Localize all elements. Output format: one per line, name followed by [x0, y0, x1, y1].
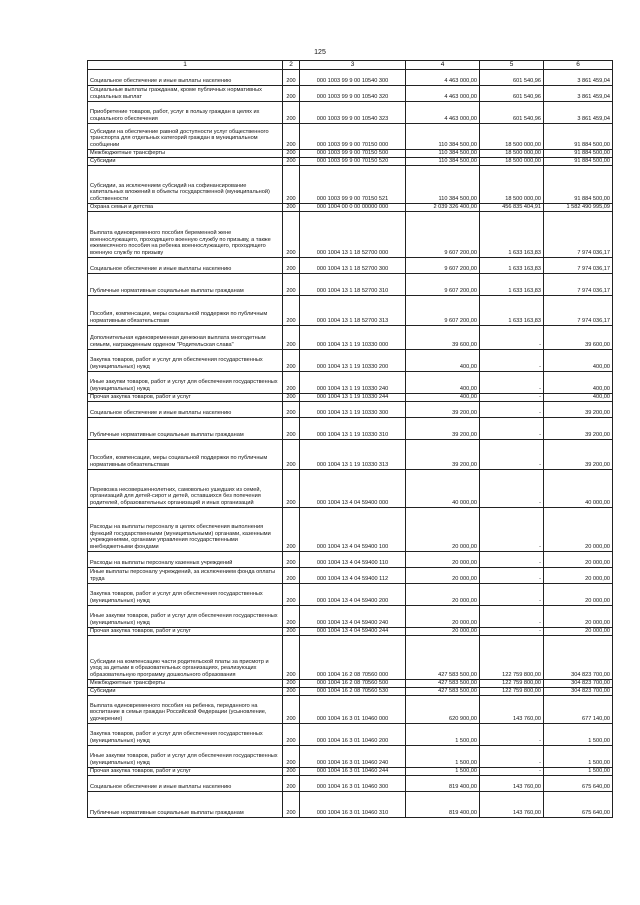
- row-unexecuted-cell: 1 500,00: [544, 724, 613, 746]
- row-executed-cell: -: [480, 470, 544, 508]
- row-budget-code-cell: 000 1004 16 3 01 10460 000: [300, 696, 406, 724]
- row-name-cell: Закупка товаров, работ и услуг для обеспечения государственных (муниципальных) нужд: [88, 350, 283, 372]
- table-row: [88, 150, 613, 158]
- row-unexecuted-cell: 1 500,00: [544, 746, 613, 768]
- row-name-cell: Социальное обеспечение и иные выплаты населению: [88, 776, 283, 792]
- row-executed-cell: 456 835 404,91: [480, 204, 544, 212]
- row-executed-cell: 143 760,00: [480, 776, 544, 792]
- row-unexecuted-cell: 675 640,00: [544, 792, 613, 818]
- row-approved-cell: 1 500,00: [406, 724, 480, 746]
- row-budget-code-cell: 000 1004 13 4 04 59400 110: [300, 552, 406, 568]
- table-row: [88, 124, 613, 150]
- row-name-cell: Пособия, компенсации, меры социальной поддержки по публичным нормативным обязательствам: [88, 440, 283, 470]
- row-line-code-cell: 200: [283, 688, 300, 696]
- table-row: [88, 394, 613, 402]
- row-budget-code-cell: 000 1003 99 9 00 10540 300: [300, 70, 406, 86]
- table-row: [88, 508, 613, 552]
- row-unexecuted-cell: 20 000,00: [544, 606, 613, 628]
- row-executed-cell: 601 540,96: [480, 86, 544, 102]
- row-approved-cell: 400,00: [406, 394, 480, 402]
- row-executed-cell: -: [480, 326, 544, 350]
- row-approved-cell: 110 384 500,00: [406, 166, 480, 204]
- row-budget-code-cell: 000 1004 13 1 18 52700 313: [300, 296, 406, 326]
- table-row: [88, 212, 613, 258]
- row-budget-code-cell: 000 1004 13 4 04 59400 244: [300, 628, 406, 636]
- row-executed-cell: -: [480, 440, 544, 470]
- row-line-code-cell: 200: [283, 402, 300, 418]
- row-unexecuted-cell: 400,00: [544, 350, 613, 372]
- row-budget-code-cell: 000 1004 13 1 18 52700 000: [300, 212, 406, 258]
- row-budget-code-cell: 000 1004 13 4 04 59400 000: [300, 470, 406, 508]
- row-unexecuted-cell: 677 140,00: [544, 696, 613, 724]
- row-executed-cell: 18 500 000,00: [480, 158, 544, 166]
- row-unexecuted-cell: 400,00: [544, 394, 613, 402]
- table-row: [88, 296, 613, 326]
- row-unexecuted-cell: 400,00: [544, 372, 613, 394]
- table-row: [88, 158, 613, 166]
- row-unexecuted-cell: 40 000,00: [544, 470, 613, 508]
- row-approved-cell: 1 500,00: [406, 768, 480, 776]
- row-name-cell: Субсидии, за исключением субсидий на софинансирование капитальных вложений в объекты государственной (муниципальной) собственности: [88, 166, 283, 204]
- row-executed-cell: 18 500 000,00: [480, 124, 544, 150]
- table-row: [88, 372, 613, 394]
- row-line-code-cell: 200: [283, 150, 300, 158]
- page-number: 125: [314, 49, 326, 56]
- row-budget-code-cell: 000 1004 00 0 00 00000 000: [300, 204, 406, 212]
- row-line-code-cell: 200: [283, 584, 300, 606]
- row-approved-cell: 39 200,00: [406, 402, 480, 418]
- row-approved-cell: 9 607 200,00: [406, 296, 480, 326]
- header-col-1: 1: [88, 61, 283, 70]
- row-approved-cell: 20 000,00: [406, 508, 480, 552]
- table-row: [88, 688, 613, 696]
- row-budget-code-cell: 000 1004 13 1 18 52700 300: [300, 258, 406, 274]
- row-executed-cell: -: [480, 350, 544, 372]
- row-budget-code-cell: 000 1004 13 4 04 59400 100: [300, 508, 406, 552]
- row-approved-cell: 110 384 500,00: [406, 150, 480, 158]
- table-body: [88, 70, 613, 818]
- row-unexecuted-cell: 91 884 500,00: [544, 166, 613, 204]
- row-approved-cell: 9 607 200,00: [406, 274, 480, 296]
- row-budget-code-cell: 000 1004 13 1 19 10330 200: [300, 350, 406, 372]
- table-row: [88, 102, 613, 124]
- row-budget-code-cell: 000 1004 13 1 19 10330 240: [300, 372, 406, 394]
- row-name-cell: Дополнительная единовременная денежная выплата многодетным семьям, награжденным орденом "Родительская слава": [88, 326, 283, 350]
- row-line-code-cell: 200: [283, 768, 300, 776]
- row-unexecuted-cell: 3 861 459,04: [544, 86, 613, 102]
- row-approved-cell: 620 900,00: [406, 696, 480, 724]
- row-approved-cell: 20 000,00: [406, 628, 480, 636]
- row-unexecuted-cell: 20 000,00: [544, 568, 613, 584]
- row-unexecuted-cell: 91 884 500,00: [544, 158, 613, 166]
- row-executed-cell: -: [480, 552, 544, 568]
- row-budget-code-cell: 000 1004 16 3 01 10460 310: [300, 792, 406, 818]
- row-budget-code-cell: 000 1004 16 3 01 10460 300: [300, 776, 406, 792]
- row-line-code-cell: 200: [283, 636, 300, 680]
- row-executed-cell: -: [480, 724, 544, 746]
- row-executed-cell: 1 633 163,83: [480, 258, 544, 274]
- row-line-code-cell: 200: [283, 418, 300, 440]
- row-line-code-cell: 200: [283, 350, 300, 372]
- row-approved-cell: 39 200,00: [406, 418, 480, 440]
- row-name-cell: Выплата единовременного пособия на ребенка, переданного на воспитание в семьи граждан Российской Федерации (усыновление, удочерение): [88, 696, 283, 724]
- table-row: [88, 552, 613, 568]
- row-approved-cell: 20 000,00: [406, 606, 480, 628]
- row-name-cell: Социальные выплаты гражданам, кроме публичных нормативных социальных выплат: [88, 86, 283, 102]
- row-unexecuted-cell: 304 823 700,00: [544, 688, 613, 696]
- row-executed-cell: 601 540,96: [480, 70, 544, 86]
- row-line-code-cell: 200: [283, 70, 300, 86]
- row-approved-cell: 400,00: [406, 350, 480, 372]
- row-unexecuted-cell: 7 974 036,17: [544, 296, 613, 326]
- table-row: [88, 70, 613, 86]
- row-line-code-cell: 200: [283, 792, 300, 818]
- row-line-code-cell: 200: [283, 372, 300, 394]
- row-unexecuted-cell: 1 500,00: [544, 768, 613, 776]
- row-executed-cell: 143 760,00: [480, 696, 544, 724]
- row-name-cell: Прочая закупка товаров, работ и услуг: [88, 628, 283, 636]
- row-unexecuted-cell: 39 200,00: [544, 402, 613, 418]
- row-budget-code-cell: 000 1004 16 3 01 10460 244: [300, 768, 406, 776]
- table-row: [88, 258, 613, 274]
- row-name-cell: Приобретение товаров, работ, услуг в пользу граждан в целях их социального обеспечения: [88, 102, 283, 124]
- row-line-code-cell: 200: [283, 508, 300, 552]
- row-line-code-cell: 200: [283, 568, 300, 584]
- table-row: [88, 440, 613, 470]
- row-budget-code-cell: 000 1003 99 9 00 70150 500: [300, 150, 406, 158]
- row-unexecuted-cell: 675 640,00: [544, 776, 613, 792]
- row-approved-cell: 20 000,00: [406, 584, 480, 606]
- table-row: [88, 776, 613, 792]
- row-unexecuted-cell: 20 000,00: [544, 508, 613, 552]
- row-unexecuted-cell: 39 600,00: [544, 326, 613, 350]
- row-executed-cell: 1 633 163,83: [480, 296, 544, 326]
- row-name-cell: Расходы на выплаты персоналу казенных учреждений: [88, 552, 283, 568]
- row-line-code-cell: 200: [283, 470, 300, 508]
- row-approved-cell: 39 600,00: [406, 326, 480, 350]
- table-row: [88, 636, 613, 680]
- row-line-code-cell: 200: [283, 124, 300, 150]
- row-executed-cell: -: [480, 372, 544, 394]
- row-approved-cell: 819 400,00: [406, 792, 480, 818]
- row-executed-cell: 1 633 163,83: [480, 212, 544, 258]
- budget-table: [87, 60, 613, 818]
- row-executed-cell: -: [480, 394, 544, 402]
- row-name-cell: Межбюджетные трансферты: [88, 150, 283, 158]
- table-row: [88, 584, 613, 606]
- row-unexecuted-cell: 20 000,00: [544, 584, 613, 606]
- row-executed-cell: 143 760,00: [480, 792, 544, 818]
- table-row: [88, 568, 613, 584]
- row-name-cell: Публичные нормативные социальные выплаты гражданам: [88, 792, 283, 818]
- row-name-cell: Прочая закупка товаров, работ и услуг: [88, 768, 283, 776]
- row-budget-code-cell: 000 1004 16 2 08 70560 000: [300, 636, 406, 680]
- row-unexecuted-cell: 91 884 500,00: [544, 150, 613, 158]
- row-executed-cell: 18 500 000,00: [480, 150, 544, 158]
- row-unexecuted-cell: 1 582 490 995,09: [544, 204, 613, 212]
- table-row: [88, 628, 613, 636]
- row-approved-cell: 427 583 500,00: [406, 688, 480, 696]
- row-line-code-cell: 200: [283, 274, 300, 296]
- row-budget-code-cell: 000 1004 13 4 04 59400 112: [300, 568, 406, 584]
- row-approved-cell: 40 000,00: [406, 470, 480, 508]
- row-executed-cell: 601 540,96: [480, 102, 544, 124]
- row-line-code-cell: 200: [283, 326, 300, 350]
- header-col-5: 5: [480, 61, 544, 70]
- row-name-cell: Прочая закупка товаров, работ и услуг: [88, 394, 283, 402]
- row-name-cell: Иные закупки товаров, работ и услуг для обеспечения государственных (муниципальных) нужд: [88, 746, 283, 768]
- row-line-code-cell: 200: [283, 680, 300, 688]
- row-budget-code-cell: 000 1003 99 9 00 70150 521: [300, 166, 406, 204]
- row-executed-cell: -: [480, 628, 544, 636]
- row-name-cell: Субсидии на компенсацию части родительской платы за присмотр и уход за детьми в образовательных организациях, реализующих образовательную программу дошкольного образования: [88, 636, 283, 680]
- row-executed-cell: 122 759 800,00: [480, 688, 544, 696]
- table-header: [88, 61, 613, 70]
- row-name-cell: Социальное обеспечение и иные выплаты населению: [88, 258, 283, 274]
- row-unexecuted-cell: 7 974 036,17: [544, 258, 613, 274]
- row-line-code-cell: 200: [283, 776, 300, 792]
- row-line-code-cell: 200: [283, 628, 300, 636]
- row-executed-cell: -: [480, 402, 544, 418]
- row-unexecuted-cell: 304 823 700,00: [544, 680, 613, 688]
- row-approved-cell: 427 583 500,00: [406, 680, 480, 688]
- row-approved-cell: 2 039 326 400,00: [406, 204, 480, 212]
- row-name-cell: Пособия, компенсации, меры социальной поддержки по публичным нормативным обязательствам: [88, 296, 283, 326]
- row-line-code-cell: 200: [283, 166, 300, 204]
- table-row: [88, 792, 613, 818]
- table-row: [88, 606, 613, 628]
- row-line-code-cell: 200: [283, 440, 300, 470]
- row-approved-cell: 20 000,00: [406, 568, 480, 584]
- row-budget-code-cell: 000 1004 13 1 19 10330 244: [300, 394, 406, 402]
- row-approved-cell: 1 500,00: [406, 746, 480, 768]
- row-name-cell: Субсидии: [88, 158, 283, 166]
- row-approved-cell: 4 463 000,00: [406, 102, 480, 124]
- row-budget-code-cell: 000 1004 16 3 01 10460 240: [300, 746, 406, 768]
- table-row: [88, 724, 613, 746]
- row-name-cell: Иные закупки товаров, работ и услуг для обеспечения государственных (муниципальных) нужд: [88, 372, 283, 394]
- table-row: [88, 350, 613, 372]
- row-budget-code-cell: 000 1004 16 2 08 70560 500: [300, 680, 406, 688]
- row-budget-code-cell: 000 1004 13 4 04 59400 200: [300, 584, 406, 606]
- row-approved-cell: 4 463 000,00: [406, 70, 480, 86]
- row-name-cell: Публичные нормативные социальные выплаты гражданам: [88, 274, 283, 296]
- row-unexecuted-cell: 20 000,00: [544, 552, 613, 568]
- row-name-cell: Охрана семьи и детства: [88, 204, 283, 212]
- row-executed-cell: -: [480, 768, 544, 776]
- table-row: [88, 768, 613, 776]
- row-line-code-cell: 200: [283, 86, 300, 102]
- table-row: [88, 402, 613, 418]
- row-name-cell: Расходы на выплаты персоналу в целях обеспечения выполнения функций государственными (муниципальными) органами, казенными учреждениями, органами управления государственными внебюджетными фондами: [88, 508, 283, 552]
- row-executed-cell: -: [480, 606, 544, 628]
- row-line-code-cell: 200: [283, 258, 300, 274]
- header-row: [88, 61, 613, 70]
- row-line-code-cell: 200: [283, 696, 300, 724]
- table-row: [88, 166, 613, 204]
- row-line-code-cell: 200: [283, 296, 300, 326]
- row-budget-code-cell: 000 1003 99 9 00 10540 320: [300, 86, 406, 102]
- row-name-cell: Выплата единовременного пособия беременной жене военнослужащего, проходящего военную службу по призыву, а также ежемесячного пособия на ребенка военнослужащего, проходящего военную службу по призыву: [88, 212, 283, 258]
- row-budget-code-cell: 000 1004 16 2 08 70560 530: [300, 688, 406, 696]
- row-budget-code-cell: 000 1004 13 1 18 52700 310: [300, 274, 406, 296]
- row-unexecuted-cell: 304 823 700,00: [544, 636, 613, 680]
- row-name-cell: Иные закупки товаров, работ и услуг для обеспечения государственных (муниципальных) нужд: [88, 606, 283, 628]
- row-unexecuted-cell: 39 200,00: [544, 440, 613, 470]
- row-approved-cell: 819 400,00: [406, 776, 480, 792]
- row-approved-cell: 110 384 500,00: [406, 124, 480, 150]
- row-budget-code-cell: 000 1003 99 9 00 10540 323: [300, 102, 406, 124]
- row-executed-cell: -: [480, 584, 544, 606]
- row-approved-cell: 427 583 500,00: [406, 636, 480, 680]
- header-col-2: 2: [283, 61, 300, 70]
- table-row: [88, 746, 613, 768]
- row-approved-cell: 39 200,00: [406, 440, 480, 470]
- table-row: [88, 470, 613, 508]
- row-budget-code-cell: 000 1004 13 4 04 59400 240: [300, 606, 406, 628]
- row-unexecuted-cell: 7 974 036,17: [544, 274, 613, 296]
- header-col-4: 4: [406, 61, 480, 70]
- table-row: [88, 86, 613, 102]
- row-name-cell: Закупка товаров, работ и услуг для обеспечения государственных (муниципальных) нужд: [88, 724, 283, 746]
- row-unexecuted-cell: 91 884 500,00: [544, 124, 613, 150]
- row-budget-code-cell: 000 1003 99 9 00 70150 520: [300, 158, 406, 166]
- table-row: [88, 680, 613, 688]
- row-line-code-cell: 200: [283, 746, 300, 768]
- table-row: [88, 696, 613, 724]
- row-name-cell: Перевозка несовершеннолетних, самовольно ушедших из семей, организаций для детей-сирот и детей, оставшихся без попечения родителей, образовательных организаций и иных организаций: [88, 470, 283, 508]
- row-executed-cell: -: [480, 508, 544, 552]
- row-name-cell: Межбюджетные трансферты: [88, 680, 283, 688]
- row-name-cell: Иные выплаты персоналу учреждений, за исключением фонда оплаты труда: [88, 568, 283, 584]
- row-line-code-cell: 200: [283, 606, 300, 628]
- row-approved-cell: 110 384 500,00: [406, 158, 480, 166]
- row-name-cell: Закупка товаров, работ и услуг для обеспечения государственных (муниципальных) нужд: [88, 584, 283, 606]
- row-executed-cell: 122 759 800,00: [480, 680, 544, 688]
- row-line-code-cell: 200: [283, 102, 300, 124]
- row-budget-code-cell: 000 1004 13 1 19 10330 310: [300, 418, 406, 440]
- row-budget-code-cell: 000 1004 13 1 19 10330 300: [300, 402, 406, 418]
- row-executed-cell: 1 633 163,83: [480, 274, 544, 296]
- table-row: [88, 274, 613, 296]
- row-line-code-cell: 200: [283, 204, 300, 212]
- row-executed-cell: -: [480, 418, 544, 440]
- header-col-3: 3: [300, 61, 406, 70]
- row-executed-cell: 18 500 000,00: [480, 166, 544, 204]
- row-budget-code-cell: 000 1003 99 9 00 70150 000: [300, 124, 406, 150]
- row-approved-cell: 20 000,00: [406, 552, 480, 568]
- row-line-code-cell: 200: [283, 552, 300, 568]
- header-col-6: 6: [544, 61, 613, 70]
- row-executed-cell: 122 759 800,00: [480, 636, 544, 680]
- row-unexecuted-cell: 3 861 459,04: [544, 102, 613, 124]
- table-row: [88, 204, 613, 212]
- row-budget-code-cell: 000 1004 13 1 19 10330 000: [300, 326, 406, 350]
- row-name-cell: Публичные нормативные социальные выплаты гражданам: [88, 418, 283, 440]
- row-approved-cell: 4 463 000,00: [406, 86, 480, 102]
- table-row: [88, 418, 613, 440]
- row-name-cell: Субсидии: [88, 688, 283, 696]
- row-executed-cell: -: [480, 746, 544, 768]
- row-approved-cell: 9 607 200,00: [406, 258, 480, 274]
- row-unexecuted-cell: 7 974 036,17: [544, 212, 613, 258]
- row-unexecuted-cell: 3 861 459,04: [544, 70, 613, 86]
- row-line-code-cell: 200: [283, 724, 300, 746]
- row-budget-code-cell: 000 1004 13 1 19 10330 313: [300, 440, 406, 470]
- table-row: [88, 326, 613, 350]
- row-line-code-cell: 200: [283, 394, 300, 402]
- row-budget-code-cell: 000 1004 16 3 01 10460 200: [300, 724, 406, 746]
- row-line-code-cell: 200: [283, 158, 300, 166]
- row-name-cell: Социальное обеспечение и иные выплаты населению: [88, 70, 283, 86]
- row-approved-cell: 9 607 200,00: [406, 212, 480, 258]
- row-name-cell: Субсидии на обеспечение равной доступности услуг общественного транспорта для отдельных категорий граждан в муниципальном сообщении: [88, 124, 283, 150]
- row-line-code-cell: 200: [283, 212, 300, 258]
- row-unexecuted-cell: 20 000,00: [544, 628, 613, 636]
- row-unexecuted-cell: 39 200,00: [544, 418, 613, 440]
- row-executed-cell: -: [480, 568, 544, 584]
- row-approved-cell: 400,00: [406, 372, 480, 394]
- row-name-cell: Социальное обеспечение и иные выплаты населению: [88, 402, 283, 418]
